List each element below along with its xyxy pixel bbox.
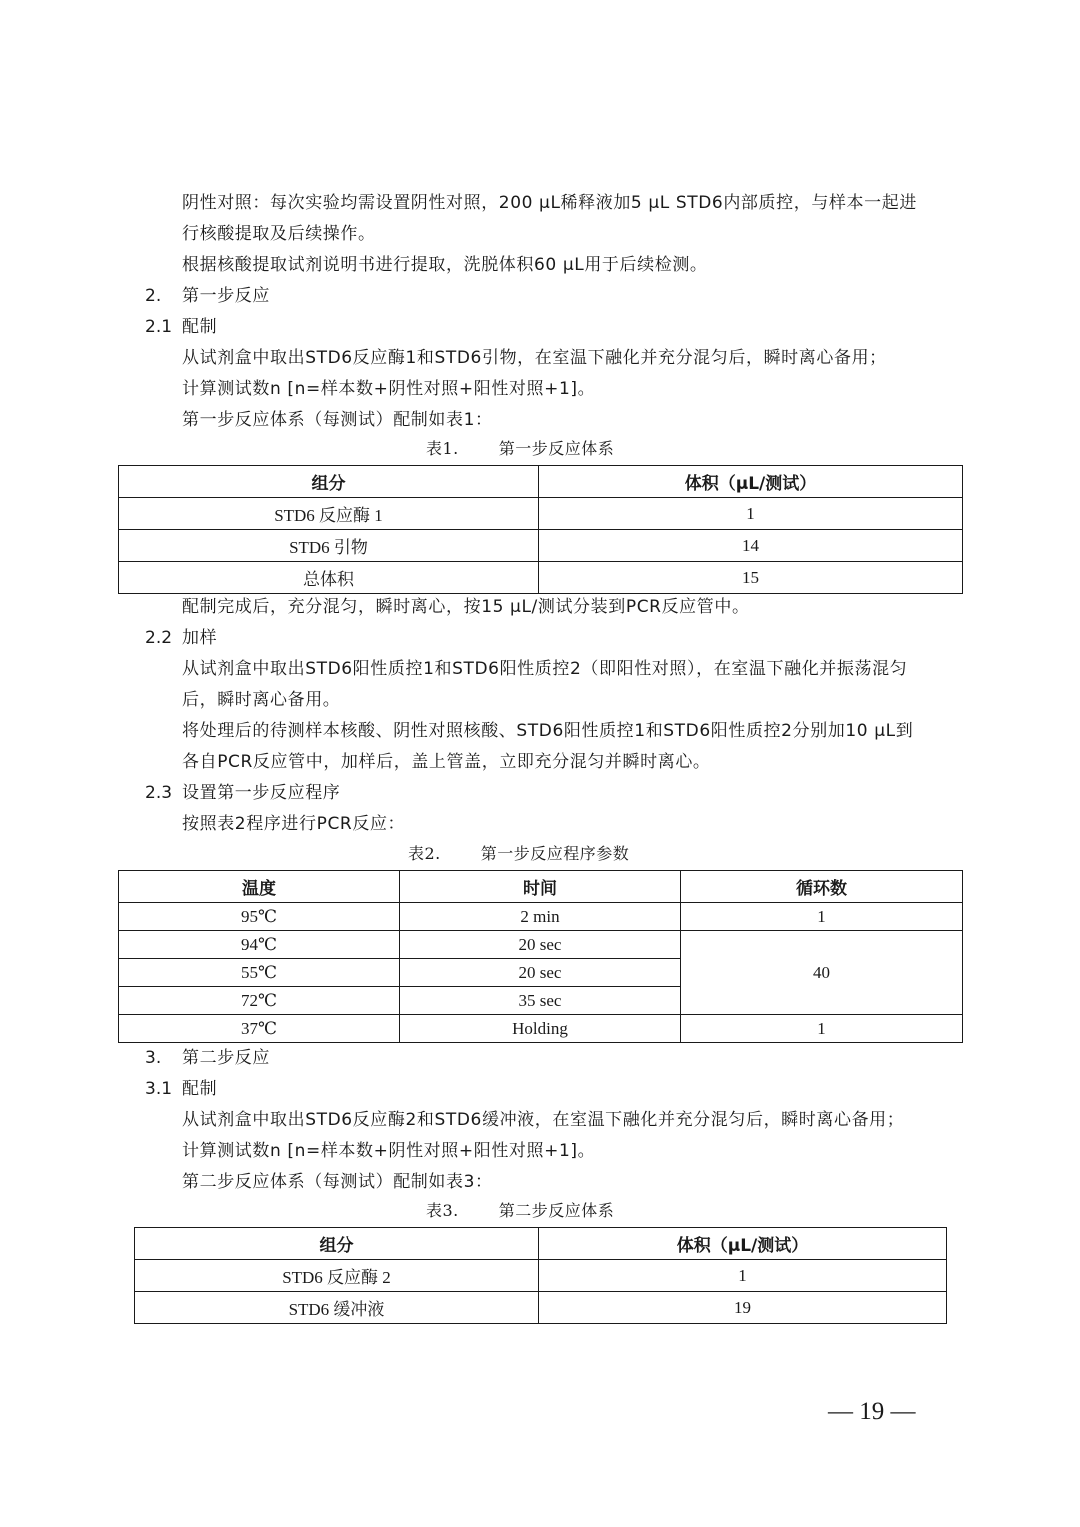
- table3-cell: STD6 反应酶 2: [135, 1260, 539, 1292]
- table1-cell: STD6 引物: [119, 530, 539, 562]
- section-2-3-number: 2.3: [145, 783, 173, 803]
- table2-caption: [408, 843, 629, 865]
- table3-header-cell: 组分: [135, 1228, 539, 1260]
- section-3-number: 3.: [145, 1048, 162, 1068]
- table2-cell: 1: [681, 903, 963, 931]
- table2-cell: 20 sec: [400, 959, 681, 987]
- paragraph-positive-control: 从试剂盒中取出STD6阳性质控1和STD6阳性质控2（即阳性对照），在室温下融化并振荡混匀: [182, 659, 908, 679]
- section-2-title: 第一步反应: [182, 286, 270, 306]
- table1-header-cell: 组分: [119, 466, 539, 498]
- table1-header-row: [119, 466, 963, 498]
- paragraph-loading: 将处理后的待测样本核酸、阴性对照核酸、STD6阳性质控1和STD6阳性质控2分别加10 µL到: [182, 721, 914, 741]
- table2: [118, 870, 963, 1043]
- paragraph-reagent-prep-1: 从试剂盒中取出STD6反应酶1和STD6引物，在室温下融化并充分混匀后，瞬时离心备用；: [182, 348, 887, 368]
- section-2-2-number: 2.2: [145, 628, 173, 648]
- table2-header-row: [119, 871, 963, 903]
- table3-caption-number: 表3.: [426, 1201, 459, 1220]
- table2-cell: 55℃: [119, 959, 400, 987]
- table1: [118, 465, 963, 594]
- section-3-title: 第二步反应: [182, 1048, 270, 1068]
- table-row: [119, 1015, 963, 1043]
- table2-caption-text: 第一步反应程序参数: [480, 844, 630, 863]
- table-row: [135, 1260, 947, 1292]
- table3-caption: [426, 1200, 614, 1222]
- table-row: [119, 530, 963, 562]
- section-2-1-number: 2.1: [145, 317, 173, 337]
- table1-cell: 1: [539, 498, 963, 530]
- table2-cell: 1: [681, 1015, 963, 1043]
- table2-caption-number: 表2.: [408, 844, 441, 863]
- table2-cell: 95℃: [119, 903, 400, 931]
- paragraph-loading-cont: 各自PCR反应管中，加样后，盖上管盖，立即充分混匀并瞬时离心。: [182, 752, 711, 772]
- table2-cell: 37℃: [119, 1015, 400, 1043]
- table3: [134, 1227, 947, 1324]
- paragraph-negative-control: 阴性对照：每次实验均需设置阴性对照，200 µL稀释液加5 µL STD6内部质控，与样本一起进: [182, 193, 917, 213]
- table2-header-cell: 循环数: [681, 871, 963, 903]
- table-row: [119, 931, 963, 959]
- paragraph-table1-intro: 第一步反应体系（每测试）配制如表1：: [182, 410, 493, 430]
- table2-cell: 2 min: [400, 903, 681, 931]
- table2-header-cell: 时间: [400, 871, 681, 903]
- table1-caption: [426, 438, 614, 460]
- table2-cycles-merged-cell: 40: [681, 931, 963, 1015]
- table3-caption-text: 第二步反应体系: [498, 1201, 615, 1220]
- table2-cell: 35 sec: [400, 987, 681, 1015]
- paragraph-positive-control-cont: 后，瞬时离心备用。: [182, 690, 341, 710]
- table1-cell: 14: [539, 530, 963, 562]
- table-row: [119, 498, 963, 530]
- paragraph-test-count-2: 计算测试数n [n=样本数+阴性对照+阳性对照+1]。: [182, 1141, 596, 1161]
- paragraph-negative-control-cont: 行核酸提取及后续操作。: [182, 224, 376, 244]
- table-row: [135, 1292, 947, 1324]
- table2-header-cell: 温度: [119, 871, 400, 903]
- page-number: — 19 —: [828, 1398, 916, 1425]
- table1-caption-number: 表1.: [426, 439, 459, 458]
- table1-cell: 总体积: [119, 562, 539, 594]
- paragraph-extraction: 根据核酸提取试剂说明书进行提取，洗脱体积60 µL用于后续检测。: [182, 255, 708, 275]
- table2-cell: 20 sec: [400, 931, 681, 959]
- paragraph-table2-intro: 按照表2程序进行PCR反应：: [182, 814, 406, 834]
- table3-header-row: [135, 1228, 947, 1260]
- paragraph-table3-intro: 第二步反应体系（每测试）配制如表3：: [182, 1172, 493, 1192]
- table2-cell: 72℃: [119, 987, 400, 1015]
- section-3-1-title: 配制: [182, 1079, 218, 1099]
- table3-header-cell: 体积（µL/测试）: [539, 1228, 947, 1260]
- table2-cell: Holding: [400, 1015, 681, 1043]
- section-2-3-title: 设置第一步反应程序: [182, 783, 341, 803]
- table2-cell: 94℃: [119, 931, 400, 959]
- section-2-2-title: 加样: [182, 628, 218, 648]
- table1-caption-text: 第一步反应体系: [498, 439, 615, 458]
- table-row: [119, 562, 963, 594]
- section-2-number: 2.: [145, 286, 162, 306]
- paragraph-reagent-prep-2: 从试剂盒中取出STD6反应酶2和STD6缓冲液，在室温下融化并充分混匀后，瞬时离心备用；: [182, 1110, 905, 1130]
- section-2-1-title: 配制: [182, 317, 218, 337]
- paragraph-test-count-1: 计算测试数n [n=样本数+阴性对照+阳性对照+1]。: [182, 379, 596, 399]
- table-row: [119, 903, 963, 931]
- table3-cell: STD6 缓冲液: [135, 1292, 539, 1324]
- table1-cell: 15: [539, 562, 963, 594]
- table3-cell: 19: [539, 1292, 947, 1324]
- table1-header-cell: 体积（µL/测试）: [539, 466, 963, 498]
- table1-cell: STD6 反应酶 1: [119, 498, 539, 530]
- paragraph-dispense: 配制完成后，充分混匀，瞬时离心，按15 µL/测试分装到PCR反应管中。: [182, 597, 750, 617]
- section-3-1-number: 3.1: [145, 1079, 173, 1099]
- table3-cell: 1: [539, 1260, 947, 1292]
